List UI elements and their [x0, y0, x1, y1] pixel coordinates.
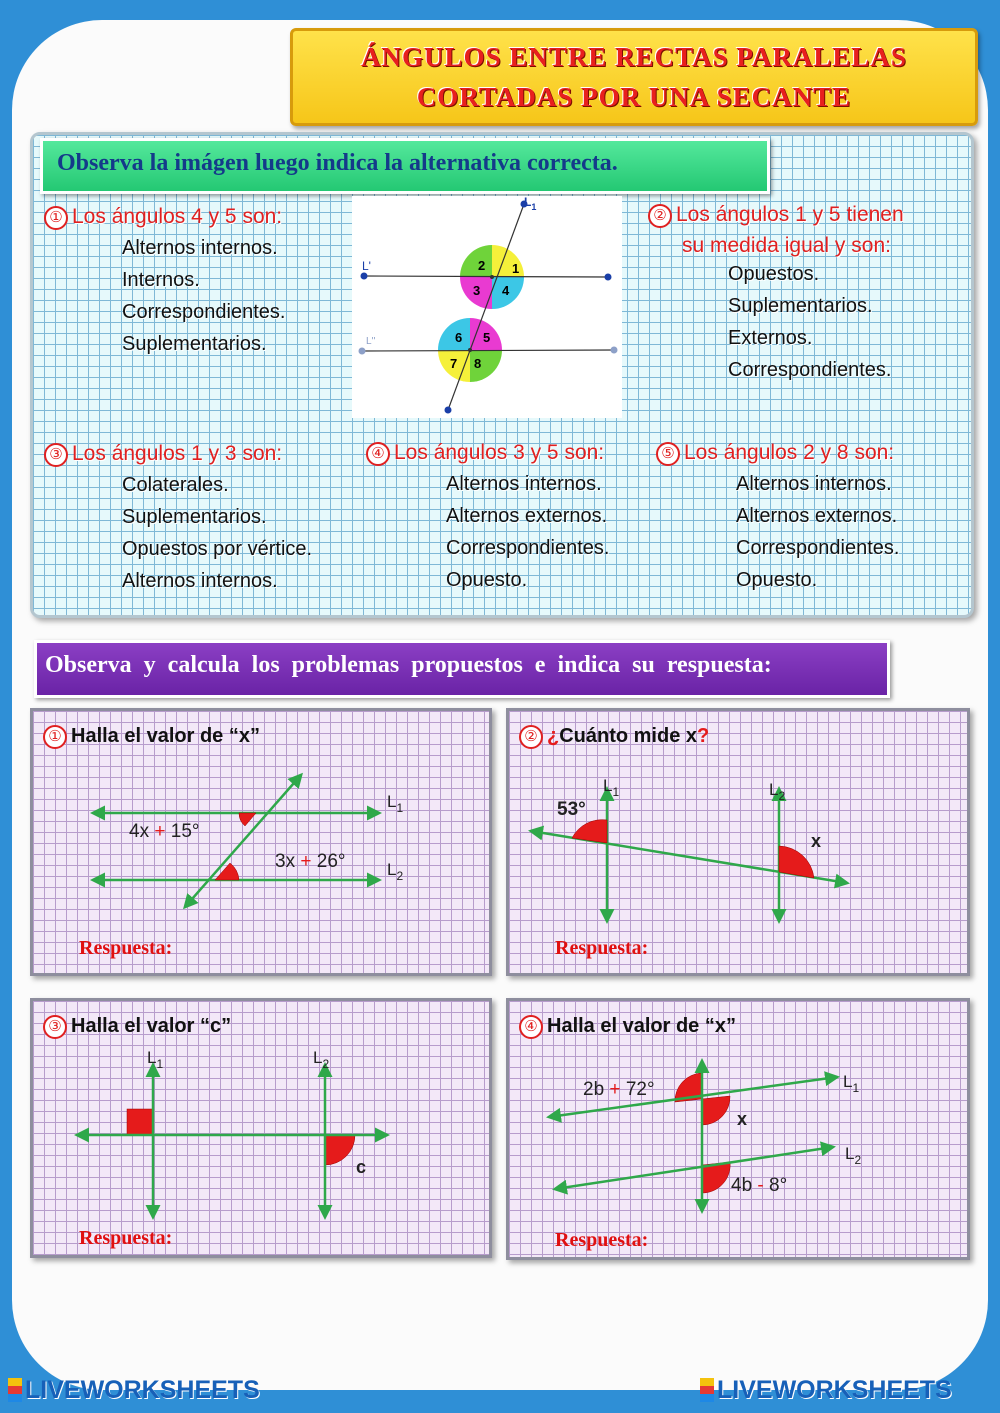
- instruction-banner-1: [40, 138, 770, 194]
- option[interactable]: Alternos externos.: [446, 505, 608, 527]
- label-l2: $L_2$: [313, 1048, 330, 1071]
- label-l-prime: L': [362, 259, 371, 273]
- question-number: ⑤: [656, 442, 680, 466]
- line-l2: [555, 1147, 833, 1189]
- angle-label-1: 1: [512, 261, 520, 276]
- question-2: [648, 203, 904, 386]
- answer-label: Respuesta:: [555, 937, 649, 959]
- option[interactable]: Alternos externos.: [736, 505, 898, 527]
- angle-c-marker: [325, 1135, 355, 1165]
- angle-label-4: 4: [502, 283, 510, 298]
- option[interactable]: Opuesto.: [446, 569, 528, 591]
- instruction-text-2: Observa y calcula los problemas propuestos e indica su respuesta:: [45, 652, 772, 678]
- option[interactable]: Alternos internos.: [736, 473, 892, 495]
- instruction-text-1: Observa la imágen luego indica la alternativa correcta.: [57, 150, 618, 176]
- instruction-banner-2: [34, 640, 890, 698]
- title-line-2: CORTADAS POR UNA SECANTE: [416, 82, 852, 112]
- option[interactable]: Externos.: [728, 327, 813, 349]
- angle-label-6: 6: [455, 330, 463, 345]
- question-3-prompt: ③ Los ángulos 1 y 3 son:: [44, 442, 312, 467]
- question-4-prompt: ④ Los ángulos 3 y 5 son:: [366, 441, 609, 466]
- problem-4-panel: [506, 998, 970, 1260]
- option[interactable]: Alternos internos.: [122, 570, 278, 592]
- label-c: c: [356, 1157, 367, 1177]
- line-l-double-prime: [362, 350, 614, 351]
- option[interactable]: Suplementarios.: [728, 295, 873, 317]
- label-l2: $L_2$: [845, 1144, 862, 1167]
- problem-4-title: ④ Halla el valor de “x”: [519, 1015, 736, 1039]
- answer-label: Respuesta:: [79, 1227, 173, 1249]
- title-banner: [290, 28, 978, 126]
- label-x: x: [737, 1109, 748, 1129]
- problem-2-panel: [506, 708, 970, 976]
- problem-1-title: ① Halla el valor de “x”: [43, 725, 260, 749]
- label-l1: $L_1$: [147, 1048, 164, 1071]
- angle-label-3: 3: [473, 283, 481, 298]
- option[interactable]: Internos.: [122, 269, 200, 291]
- option[interactable]: Alternos internos.: [122, 237, 278, 259]
- expression-2b-72: 2b + 72°: [583, 1079, 655, 1100]
- line-l-prime: [364, 276, 608, 277]
- option[interactable]: Suplementarios.: [122, 506, 267, 528]
- angle-label-2: 2: [478, 258, 486, 273]
- answer-label: Respuesta:: [79, 937, 173, 959]
- secant: [185, 775, 301, 907]
- logo-icon: [700, 1378, 714, 1402]
- expression-3x-26: 3x + 26°: [275, 851, 346, 872]
- liveworksheets-logo-left: LIVEWORKSHEETS: [8, 1376, 260, 1405]
- option[interactable]: Correspondientes.: [736, 537, 900, 559]
- problem-3-panel: [30, 998, 492, 1258]
- option[interactable]: Opuestos por vértice.: [122, 538, 313, 560]
- title-line-1: ÁNGULOS ENTRE RECTAS PARALELAS: [361, 42, 907, 72]
- problem-1-panel: [30, 708, 492, 976]
- question-number: ②: [648, 204, 672, 228]
- label-l2: $L_2$: [387, 860, 404, 883]
- question-number: ①: [44, 206, 68, 230]
- question-1-prompt: ① Los ángulos 4 y 5 son:: [44, 205, 285, 230]
- label-l1: $L_1$: [843, 1072, 860, 1095]
- right-angle-marker: [127, 1109, 153, 1135]
- label-l1: $L_1$: [387, 792, 404, 815]
- answer-label: Respuesta:: [555, 1229, 649, 1251]
- option[interactable]: Alternos internos.: [446, 473, 602, 495]
- angle-label-5: 5: [483, 330, 491, 345]
- question-3: [44, 442, 312, 597]
- label-53: 53°: [557, 799, 586, 820]
- question-1: [44, 205, 285, 360]
- angles-figure: [352, 196, 622, 418]
- question-5: [656, 441, 899, 596]
- angle-label-8: 8: [474, 356, 482, 371]
- logo-icon: [8, 1378, 22, 1402]
- question-5-prompt: ⑤ Los ángulos 2 y 8 son:: [656, 441, 899, 466]
- problem-2-title: ② ¿Cuánto mide x?: [519, 725, 709, 749]
- option[interactable]: Correspondientes.: [446, 537, 610, 559]
- expression-4x-15: 4x + 15°: [129, 821, 200, 842]
- option[interactable]: Suplementarios.: [122, 333, 267, 355]
- label-l1: $L_1$: [603, 776, 620, 799]
- question-number: ④: [366, 442, 390, 466]
- angle-x-marker: [702, 1096, 730, 1125]
- question-2-prompt-line-2: su medida igual y son:: [682, 234, 891, 257]
- label-l-double-prime: L'': [366, 336, 376, 347]
- label-l1: $L_1$: [524, 196, 537, 212]
- angle-marker: [239, 813, 256, 826]
- problem-3-title: ③ Halla el valor “c”: [43, 1015, 231, 1039]
- expression-4b-8: 4b - 8°: [731, 1175, 788, 1196]
- liveworksheets-logo-right: LIVEWORKSHEETS: [700, 1376, 952, 1405]
- label-x: x: [811, 831, 822, 851]
- question-number: ③: [44, 443, 68, 467]
- option[interactable]: Colaterales.: [122, 474, 229, 496]
- option[interactable]: Opuesto.: [736, 569, 818, 591]
- label-l2: $L_2$: [769, 780, 786, 803]
- angle-label-7: 7: [450, 356, 458, 371]
- angle-marker: [215, 863, 239, 880]
- question-4: [366, 441, 609, 596]
- option[interactable]: Correspondientes.: [122, 301, 286, 323]
- question-2-prompt: ② Los ángulos 1 y 5 tienen: [648, 203, 904, 228]
- line-l1-secant: [448, 204, 524, 410]
- option[interactable]: Correspondientes.: [728, 359, 892, 381]
- option[interactable]: Opuestos.: [728, 263, 820, 285]
